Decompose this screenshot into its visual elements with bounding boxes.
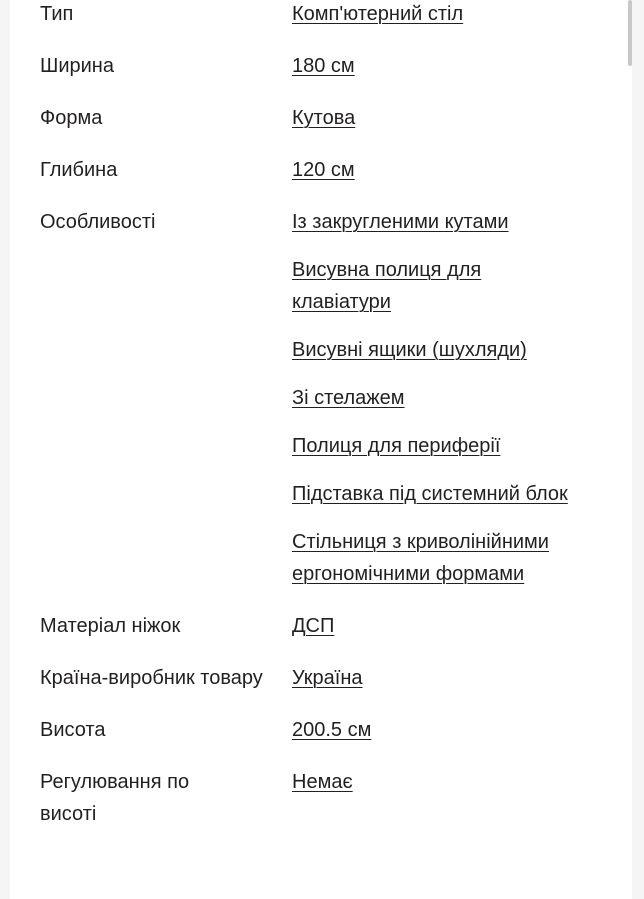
- spec-value-item: [292, 250, 532, 330]
- spec-value-item: [292, 474, 572, 522]
- spec-label: Регулювання по висоті: [40, 771, 190, 825]
- spec-value-item: [292, 202, 610, 250]
- spec-values: [292, 202, 610, 602]
- spec-value-link[interactable]: Комп'ютерний стіл: [292, 3, 464, 25]
- spec-row-type: [40, 0, 610, 42]
- spec-value-link[interactable]: Висувні ящики (шухляди): [292, 339, 527, 361]
- spec-label: Країна-виробник товару: [40, 667, 263, 689]
- spec-row-country: [40, 658, 610, 706]
- spec-value-item: [292, 762, 610, 810]
- spec-value-item: [292, 606, 610, 654]
- spec-label: Глибина: [40, 159, 118, 181]
- spec-row-height-adjustment: [40, 762, 610, 830]
- spec-values: [292, 0, 610, 42]
- spec-values: [292, 98, 610, 146]
- spec-value-item: [292, 426, 610, 474]
- spec-row-height: [40, 710, 610, 758]
- spec-value-link[interactable]: Україна: [292, 667, 363, 689]
- spec-value-item: [292, 710, 610, 758]
- spec-value-item: [292, 150, 610, 198]
- spec-value-link[interactable]: 200.5 см: [292, 719, 372, 741]
- spec-value-link[interactable]: Полиця для периферії: [292, 435, 501, 457]
- spec-values: [292, 46, 610, 94]
- spec-value-link[interactable]: 180 см: [292, 55, 355, 77]
- spec-value-link[interactable]: Із закругленими кутами: [292, 211, 509, 233]
- spec-row-depth: [40, 150, 610, 198]
- spec-value-item: [292, 98, 610, 146]
- spec-value-item: [292, 378, 610, 426]
- specifications-card: [10, 0, 632, 899]
- spec-values: [292, 150, 610, 198]
- spec-value-link[interactable]: Підставка під системний блок: [292, 483, 568, 505]
- spec-value-item: [292, 658, 610, 706]
- spec-row-width: [40, 46, 610, 94]
- spec-value-link[interactable]: Кутова: [292, 107, 356, 129]
- spec-values: [292, 710, 610, 758]
- spec-value-link[interactable]: Висувна полиця для клавіатури: [292, 259, 482, 313]
- spec-value-link[interactable]: Зі стелажем: [292, 387, 405, 409]
- spec-label: Матеріал ніжок: [40, 615, 181, 637]
- spec-value-link[interactable]: Стільниця з криволінійними ергономічними формами: [292, 531, 549, 585]
- spec-label: Форма: [40, 107, 103, 129]
- spec-label: Тип: [40, 3, 74, 25]
- specifications-list: [40, 0, 610, 834]
- spec-row-leg-material: [40, 606, 610, 654]
- spec-value-link[interactable]: Немає: [292, 771, 353, 793]
- spec-values: [292, 606, 610, 654]
- spec-value-item: [292, 522, 592, 602]
- spec-value-item: [292, 46, 610, 94]
- spec-row-features: [40, 202, 610, 602]
- spec-values: [292, 658, 610, 706]
- spec-value-link[interactable]: 120 см: [292, 159, 355, 181]
- spec-label: Ширина: [40, 55, 114, 77]
- spec-row-shape: [40, 98, 610, 146]
- spec-values: [292, 762, 610, 810]
- spec-value-item: [292, 330, 610, 378]
- spec-value-link[interactable]: ДСП: [292, 615, 335, 637]
- spec-label: Особливості: [40, 211, 156, 233]
- scrollbar-thumb[interactable]: [628, 0, 632, 66]
- spec-label: Висота: [40, 719, 106, 741]
- spec-value-item: [292, 0, 610, 42]
